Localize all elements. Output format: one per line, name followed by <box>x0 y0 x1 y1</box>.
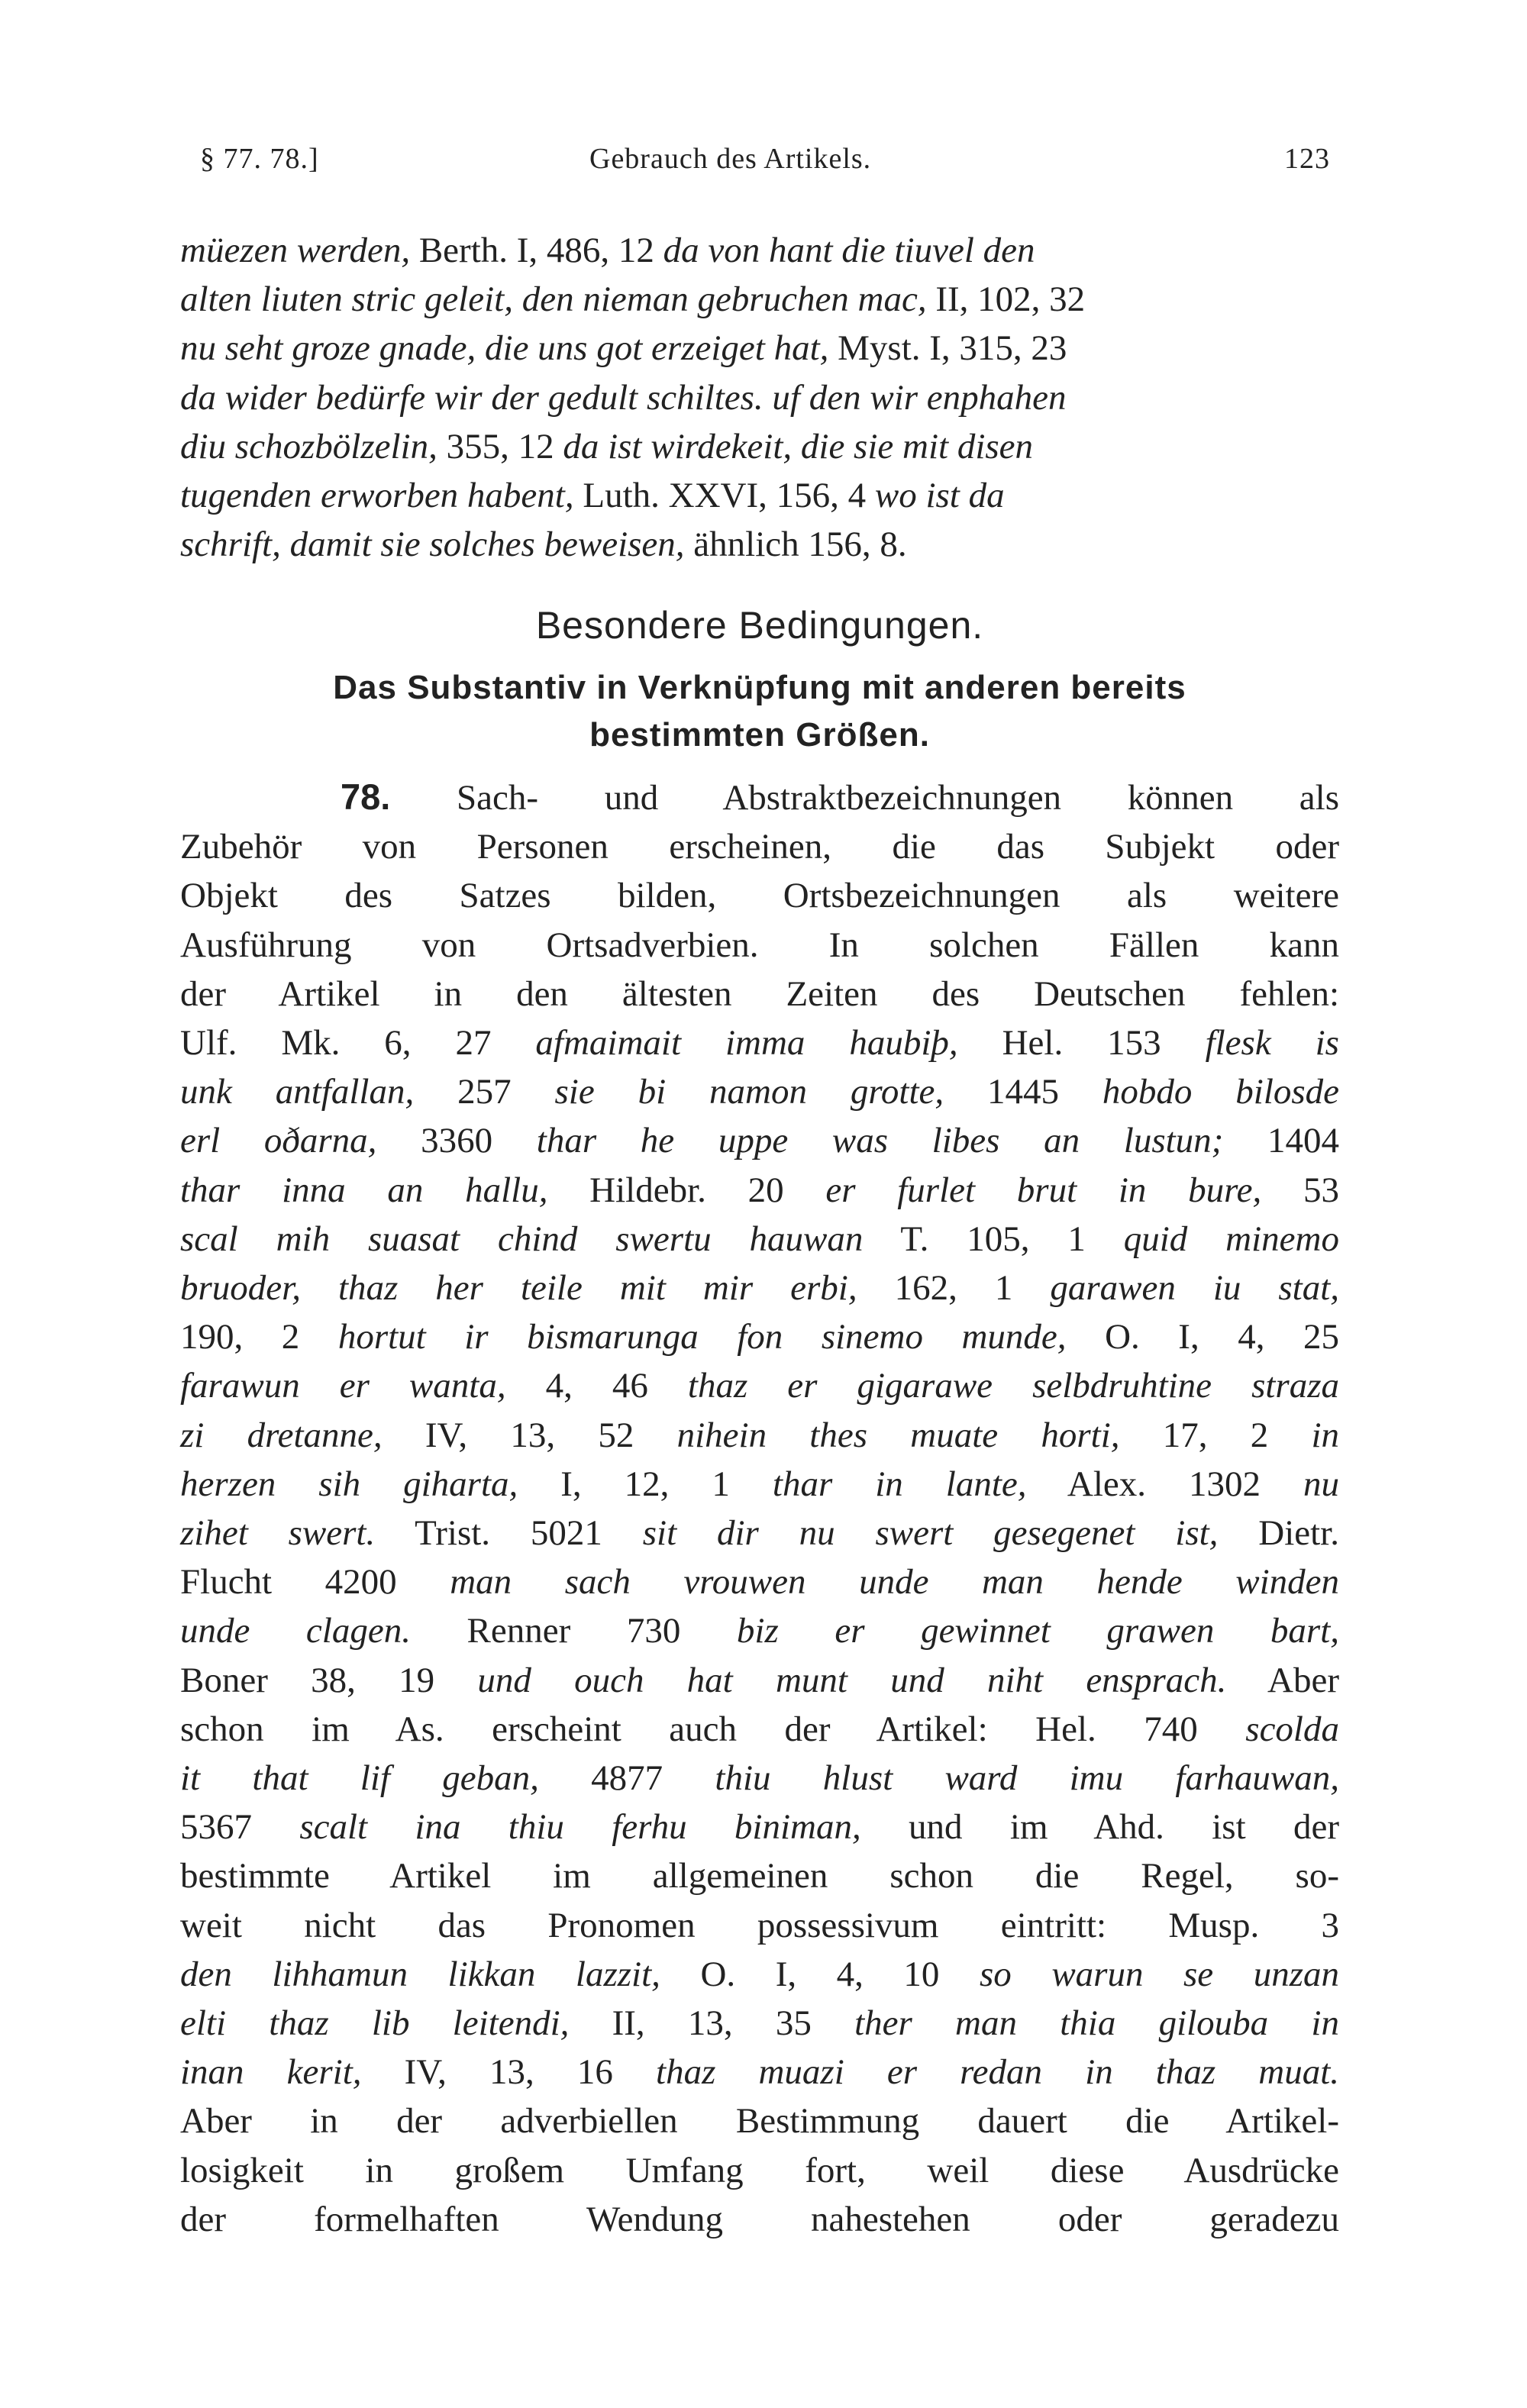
text-line <box>180 1901 1339 1950</box>
section-heading: Besondere Bedingungen. <box>535 604 984 647</box>
quotation-text: quid minemo <box>1123 1219 1339 1259</box>
citation-text: 1404 <box>1223 1121 1339 1161</box>
text-line <box>180 871 1339 920</box>
citation-text: weit nicht das Pronomen possessivum eintritt: Musp. 3 <box>180 1905 1339 1945</box>
quotation-text: zi dretanne, <box>180 1415 383 1455</box>
quotation-text: thaz er gigarawe selbdruhtine straza <box>687 1366 1340 1406</box>
text-line <box>180 1705 1339 1754</box>
text-line <box>180 520 1339 569</box>
text-line <box>180 226 1339 275</box>
text-line <box>180 1950 1339 1999</box>
text-line <box>180 2195 1339 2244</box>
citation-text: Trist. 5021 <box>375 1513 643 1554</box>
quotation-text: schrift, damit sie solches beweisen, <box>180 525 685 565</box>
quotation-text: zihet swert. <box>180 1513 376 1554</box>
text-line <box>180 1361 1339 1410</box>
citation-text: O. I, 4, 25 <box>1066 1317 1339 1357</box>
citation-text: Zubehör von Personen erscheinen, die das Subjekt oder <box>180 827 1339 867</box>
citation-text: der formelhaften Wendung nahestehen oder geradezu <box>180 2199 1339 2239</box>
chapter-title: Gebrauch des Artikels. <box>589 143 872 175</box>
quotation-text: wo ist da <box>874 476 1005 516</box>
quotation-text: scal mih suasat chind swertu hauwan <box>180 1219 864 1259</box>
text-line <box>180 1411 1339 1460</box>
quotation-text: biz er gewinnet grawen bart, <box>736 1611 1339 1651</box>
text-line <box>180 773 1339 822</box>
citation-text: Hildebr. 20 <box>547 1170 826 1210</box>
text-line <box>180 1264 1339 1312</box>
section-78-paragraph <box>180 773 1339 2244</box>
quotation-text: garawen iu stat, <box>1050 1268 1340 1309</box>
citation-text: I, 12, 1 <box>518 1464 773 1504</box>
quotation-text: er furlet brut in bure, <box>825 1170 1262 1210</box>
text-line <box>180 822 1339 871</box>
citation-text: und im Ahd. ist der <box>860 1807 1339 1848</box>
text-line <box>180 2146 1339 2195</box>
text-line <box>180 2048 1339 2097</box>
quotation-text: man sach vrouwen unde man hende winden <box>450 1562 1339 1603</box>
quotation-text: und ouch hat munt und niht ensprach. <box>477 1660 1227 1700</box>
citation-text: der Artikel in den ältesten Zeiten des Deutschen fehlen: <box>180 973 1339 1014</box>
quotation-text: nu <box>1303 1464 1339 1504</box>
citation-text: 162, 1 <box>857 1268 1051 1309</box>
citation-text: 190, 2 <box>180 1317 338 1357</box>
citation-text: Hel. 153 <box>957 1023 1206 1064</box>
quotation-text: afmaimait imma haubiþ, <box>535 1023 958 1064</box>
page-number: 123 <box>1284 143 1330 175</box>
quotation-text: thar he uppe was libes an lustun; <box>536 1121 1224 1161</box>
quotation-text: herzen sih giharta, <box>180 1464 518 1504</box>
quotation-text: scalt ina thiu ferhu biniman, <box>299 1807 861 1848</box>
text-line <box>180 1754 1339 1803</box>
text-line <box>180 1067 1339 1116</box>
quotation-text: thar in lante, <box>772 1464 1027 1504</box>
quotation-text: alten liuten stric geleit, den nieman gebruchen mac, <box>180 279 927 320</box>
quotation-text: nihein thes muate horti, <box>676 1415 1120 1455</box>
citation-text: IV, 13, 52 <box>382 1415 677 1455</box>
quotation-text: erl oðarna, <box>180 1121 377 1161</box>
citation-text: 5367 <box>180 1807 300 1848</box>
citation-text: Aber <box>1226 1660 1339 1700</box>
citation-text: ähnlich 156, 8. <box>684 525 907 565</box>
citation-text: Berth. I, 486, 12 <box>410 231 663 270</box>
text-line <box>180 373 1339 422</box>
citation-text: Sach- und Abstraktbezeichnungen können als <box>390 778 1339 818</box>
citation-text: 4877 <box>538 1758 715 1799</box>
quotation-text: inan kerit, <box>180 2052 362 2093</box>
text-line <box>180 1999 1339 2048</box>
citation-text: Myst. I, 315, 23 <box>828 328 1067 369</box>
citation-text: 1445 <box>944 1072 1102 1112</box>
text-line <box>180 1803 1339 1851</box>
quotation-text: bruoder, thaz her teile mit mir erbi, <box>180 1268 857 1309</box>
quotation-text: unk antfallan, <box>180 1072 415 1112</box>
section-reference: § 77. 78.] <box>200 143 319 175</box>
citation-text: Alex. 1302 <box>1026 1464 1303 1504</box>
text-line <box>180 471 1339 520</box>
citation-text: Flucht 4200 <box>180 1562 450 1603</box>
citation-text: 355, 12 <box>437 426 563 466</box>
quotation-text: da wider bedürfe wir der gedult schiltes. uf den wir enphahen <box>180 377 1067 418</box>
quotation-text: müezen werden, <box>180 231 411 270</box>
citation-text: IV, 13, 16 <box>361 2052 657 2093</box>
quotation-text: hobdo bilosde <box>1102 1072 1340 1112</box>
quotation-text: farawun er wanta, <box>180 1366 506 1406</box>
section-number: 78. <box>341 776 391 817</box>
text-line <box>180 1851 1339 1900</box>
citation-text: Dietr. <box>1218 1513 1339 1554</box>
citation-text: Luth. XXVI, 156, 4 <box>573 476 875 516</box>
text-line <box>180 970 1339 1018</box>
quotation-text: thar inna an hallu, <box>180 1170 548 1210</box>
text-line <box>180 1606 1339 1655</box>
running-head <box>200 142 1330 191</box>
quotation-text: in <box>1311 1415 1339 1455</box>
subsection-heading-line-1: Das Substantiv in Verknüpfung mit anderen bereits <box>333 669 1186 706</box>
quotation-text: hortut ir bismarunga fon sinemo munde, <box>337 1317 1067 1357</box>
citation-text: Boner 38, 19 <box>180 1660 478 1700</box>
quotation-text: thiu hlust ward imu farhauwan, <box>715 1758 1339 1799</box>
citation-text: Aber in der adverbiellen Bestimmung dauert die Artikel- <box>180 2101 1339 2142</box>
quotation-text: da ist wirdekeit, die sie mit disen <box>563 426 1034 466</box>
quotation-text: elti thaz lib leitendi, <box>180 2003 570 2044</box>
citation-text: Renner 730 <box>410 1611 737 1651</box>
text-line <box>180 2097 1339 2145</box>
quotation-text: sit dir nu swert gesegenet ist, <box>642 1513 1219 1554</box>
quotation-text: diu schozbölzelin, <box>180 426 437 466</box>
quotation-text: thaz muazi er redan in thaz muat. <box>656 2052 1340 2093</box>
subsection-heading-line-2: bestimmten Größen. <box>589 716 930 754</box>
citation-text: Objekt des Satzes bilden, Ortsbezeichnungen als weitere <box>180 876 1339 916</box>
text-line <box>180 1509 1339 1557</box>
citation-text: bestimmte Artikel im allgemeinen schon die Regel, so- <box>180 1856 1339 1896</box>
text-line <box>180 921 1339 970</box>
text-line <box>180 1557 1339 1606</box>
citation-text: O. I, 4, 10 <box>660 1954 980 1994</box>
quotation-text: scolda <box>1245 1709 1339 1749</box>
text-line <box>180 1656 1339 1705</box>
citation-text: losigkeit in großem Umfang fort, weil diese Ausdrücke <box>180 2150 1339 2190</box>
citation-text: 53 <box>1261 1170 1340 1210</box>
quotation-text: nu seht groze gnade, die uns got erzeiget hat, <box>180 328 829 369</box>
quotation-text: so warun se unzan <box>979 1954 1339 1994</box>
text-line <box>180 1460 1339 1509</box>
citation-text: 4, 46 <box>505 1366 688 1406</box>
text-line <box>180 1215 1339 1264</box>
citation-text: 3360 <box>376 1121 537 1161</box>
citation-text: T. 105, 1 <box>863 1219 1124 1259</box>
citation-text: II, 13, 35 <box>569 2003 855 2044</box>
quotation-text: da von hant die tiuvel den <box>663 231 1035 270</box>
citation-text: Ausführung von Ortsadverbien. In solchen Fällen kann <box>180 925 1339 965</box>
citation-text: Ulf. Mk. 6, 27 <box>180 1023 536 1064</box>
citation-text: schon im As. erscheint auch der Artikel: Hel. 740 <box>180 1709 1246 1749</box>
continued-paragraph <box>180 226 1339 569</box>
text-line <box>180 1018 1339 1067</box>
text-line <box>180 422 1339 471</box>
text-line <box>180 275 1339 324</box>
quotation-text: flesk is <box>1205 1023 1339 1064</box>
citation-text: 17, 2 <box>1119 1415 1312 1455</box>
text-line <box>180 1116 1339 1165</box>
citation-text: II, 102, 32 <box>926 279 1086 320</box>
text-line <box>180 324 1339 373</box>
citation-text: 257 <box>414 1072 555 1112</box>
quotation-text: ther man thia gilouba in <box>854 2003 1339 2044</box>
quotation-text: sie bi namon grotte, <box>554 1072 944 1112</box>
quotation-text: tugenden erworben habent, <box>180 476 574 516</box>
text-line <box>180 1312 1339 1361</box>
quotation-text: den lihhamun likkan lazzit, <box>180 1954 660 1994</box>
text-line <box>180 1166 1339 1215</box>
quotation-text: it that lif geban, <box>180 1758 539 1799</box>
quotation-text: unde clagen. <box>180 1611 411 1651</box>
